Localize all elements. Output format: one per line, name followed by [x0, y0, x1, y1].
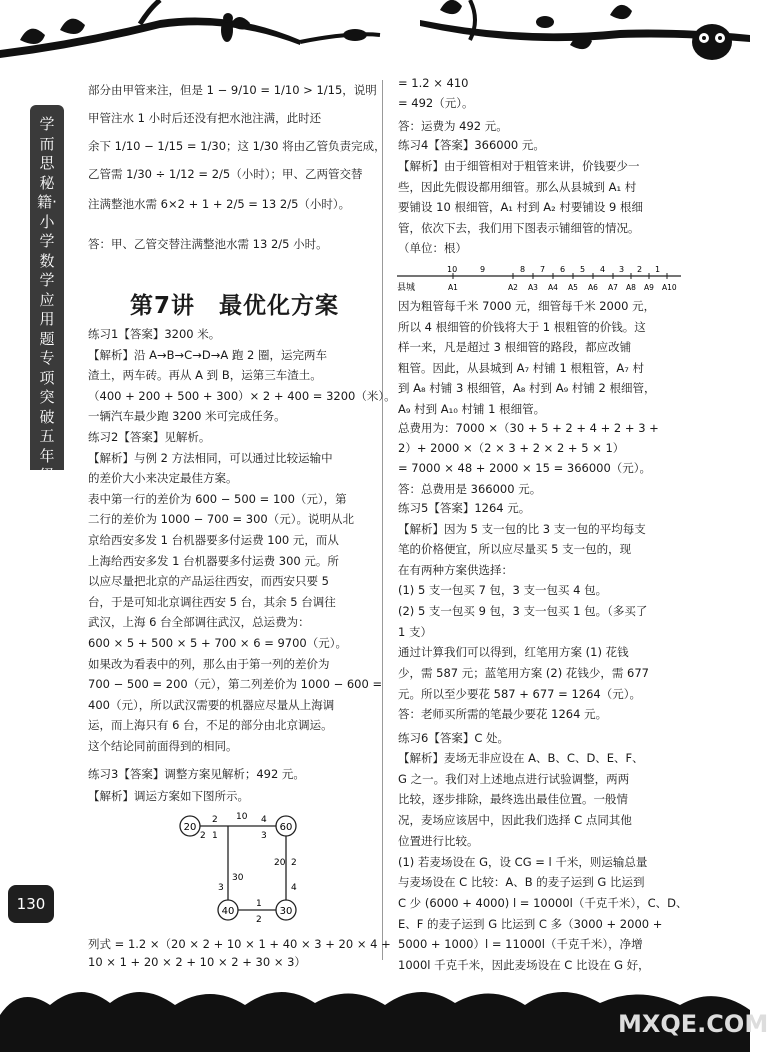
text-line: 2）+ 2000 ×（2 × 3 + 2 × 2 + 5 × 1）: [398, 441, 625, 456]
text-line: 这个结论同前面得到的相同。: [88, 739, 238, 753]
text-line: 要铺设 10 根细管，A₁ 村到 A₂ 村要铺设 9 根细: [398, 200, 643, 215]
route-node-label: 60: [279, 822, 293, 833]
text-line: （单位：根）: [398, 241, 467, 256]
column-divider: [382, 80, 383, 960]
text-line: 练习3【答案】调整方案见解析；492 元。: [88, 767, 305, 781]
pipe-count-label: 7: [540, 265, 546, 274]
sidebar-book-title: [30, 105, 64, 484]
text-line: 【解析】因为 5 支一包的比 3 支一包的平均每支: [398, 521, 646, 536]
text-line: G 之一。我们对上述地点进行试验调整，两两: [398, 771, 630, 786]
text-line: 台，于是可知北京调往西安 5 台，其余 5 台调往: [88, 594, 336, 609]
text-line: 到 A₈ 村铺 3 根细管，A₈ 村到 A₉ 村铺 2 根细管，: [398, 381, 656, 396]
text-line: 乙管需 1/30 ÷ 1/12 = 2/5（小时）；甲、乙两管交替: [88, 167, 363, 181]
route-edge-label: 30: [232, 873, 244, 883]
route-edge-label: 2: [200, 831, 206, 841]
text-line: 700 − 500 = 200（元），第二列差价为 1000 − 600 =: [88, 677, 383, 692]
pipe-count-label: 1: [655, 265, 661, 274]
text-line: 因为粗管每千米 7000 元，细管每千米 2000 元，: [398, 299, 656, 313]
route-node-label: 30: [279, 906, 293, 917]
text-line: 练习4【答案】366000 元。: [398, 138, 545, 152]
text-line: 京给西安多发 1 台机器要多付运费 100 元，而从: [88, 533, 339, 547]
text-line: = 1.2 × 410: [398, 76, 469, 90]
text-line: 位置进行比较。: [398, 833, 479, 848]
text-line: 【解析】调运方案如下图所示。: [88, 789, 249, 803]
pipe-village-label: A2: [508, 283, 518, 292]
text-line: （400 + 200 + 500 + 300）× 2 + 400 = 3200（米）。: [88, 388, 396, 403]
pipe-village-label: A10: [662, 283, 677, 292]
pipe-count-label: 9: [480, 265, 486, 274]
page-number: 130: [8, 885, 54, 923]
pipe-count-label: 8: [520, 265, 526, 274]
text-line: 【解析】由于细管相对于粗管来讲，价钱要少一: [398, 159, 640, 173]
route-edge-label: 2: [212, 815, 218, 825]
text-line: 【解析】麦场无非应设在 A、B、C、D、E、F、: [398, 751, 644, 765]
text-line: 的差价大小来决定最佳方案。: [88, 471, 238, 486]
text-line: 表中第一行的差价为 600 − 500 = 100（元），第: [88, 491, 347, 506]
route-node-label: 40: [221, 906, 235, 917]
text-line: (1) 5 支一包买 7 包，3 支一包买 4 包。: [398, 583, 608, 598]
pipe-count-label: 2: [637, 265, 643, 274]
text-line: 【解析】与例 2 方法相同，可以通过比较运输中: [88, 450, 333, 465]
text-line: 粗管。因此，从县城到 A₇ 村铺 1 根粗管，A₇ 村: [398, 360, 645, 375]
pipe-village-label: A6: [588, 283, 598, 292]
text-line: 如果改为看表中的列，那么由于第一列的差价为: [88, 656, 330, 671]
text-line: 练习5【答案】1264 元。: [398, 501, 531, 515]
text-line: 600 × 5 + 500 × 5 + 700 × 6 = 9700（元）。: [88, 636, 347, 650]
text-line: 以应尽量把北京的产品运往西安，而西安只要 5: [88, 574, 329, 589]
text-line: 笔的价格便宜，所以应尽量买 5 支一包的，现: [398, 542, 632, 557]
text-line: 答：总费用是 366000 元。: [398, 481, 542, 496]
text-line: = 7000 × 48 + 2000 × 15 = 366000（元）。: [398, 461, 652, 476]
text-line: 注满整池水需 6×2 + 1 + 2/5 = 13 2/5（小时）。: [88, 197, 351, 211]
pipe-count-label: 3: [619, 265, 625, 274]
text-line: 二行的差价为 1000 − 700 = 300（元）。说明从北: [88, 512, 354, 527]
text-line: 甲管注水 1 小时后还没有把水池注满，此时还: [88, 111, 322, 125]
text-line: 与麦场设在 C 比较：A、B 的麦子运到 G 比运到: [398, 875, 645, 890]
book-title: 学而思秘籍·小学数学应用题专项突破 五年级: [37, 115, 57, 484]
text-line: 1 支）: [398, 624, 432, 639]
route-edge-label: 3: [261, 831, 267, 841]
pipe-village-label: A3: [528, 283, 538, 292]
route-diagram: [178, 810, 308, 925]
text-line: 管，依次下去，我们用下图表示铺细管的情况。: [398, 220, 640, 235]
text-line: 练习1【答案】3200 米。: [88, 327, 221, 341]
text-line: 样一来，凡是超过 3 根细管的路段，都应改铺: [398, 340, 632, 355]
route-edge-label: 2: [256, 915, 262, 925]
route-edge-label: 20: [274, 858, 286, 868]
text-line: C 少 (6000 + 4000) l = 10000l（千克千米），C、D、: [398, 895, 688, 910]
route-edge-label: 4: [291, 883, 297, 893]
lecture-heading: 第7讲 最优化方案: [130, 293, 340, 319]
watermark: MXQE.COM: [618, 1010, 768, 1038]
route-edge-label: 2: [291, 858, 297, 868]
text-line: 列式 = 1.2 ×（20 × 2 + 10 × 1 + 40 × 3 + 20 × 4 +: [88, 937, 391, 951]
text-line: 元。所以至少要花 587 + 677 = 1264（元）。: [398, 687, 641, 701]
text-line: 一辆汽车最少跑 3200 米可完成任务。: [88, 409, 286, 424]
text-line: 在有两种方案供选择：: [398, 562, 513, 577]
text-line: 总费用为：7000 ×（30 + 5 + 2 + 4 + 2 + 3 +: [398, 421, 659, 435]
text-line: = 492（元）。: [398, 96, 474, 110]
text-line: 练习2【答案】见解析。: [88, 430, 211, 444]
text-line: 比较，逐步排除，最终选出最佳位置。一般情: [398, 792, 628, 807]
text-line: 10 × 1 + 20 × 2 + 10 × 2 + 30 × 3）: [88, 955, 306, 969]
text-line: A₉ 村到 A₁₀ 村铺 1 根细管。: [398, 402, 546, 416]
text-line: 运，而上海只有 6 台，不足的部分由北京调运。: [88, 718, 333, 733]
text-line: 些，因此先假设都用细管。那么从县城到 A₁ 村: [398, 179, 637, 194]
text-line: 所以 4 根细管的价钱将大于 1 根粗管的价钱。这: [398, 319, 646, 334]
route-edge-label: 1: [256, 899, 262, 909]
pipe-village-label: A9: [644, 283, 654, 292]
county-label: 县城: [397, 283, 416, 293]
tree-branch-decoration: [0, 0, 750, 90]
text-line: 况，麦场应该居中，因此我们选择 C 点同其他: [398, 813, 632, 828]
text-line: 【解析】沿 A→B→C→D→A 跑 2 圈，运完两车: [88, 347, 327, 362]
text-line: 1000l 千克千米，因此麦场设在 C 比设在 G 好，: [398, 958, 650, 972]
text-line: E、F 的麦子运到 G 比运到 C 多（3000 + 2000 +: [398, 916, 663, 931]
text-line: 答：甲、乙管交替注满整池水需 13 2/5 小时。: [88, 237, 328, 251]
text-line: 400（元），所以武汉需要的机器应尽量从上海调: [88, 697, 335, 712]
pipe-village-label: A5: [568, 283, 578, 292]
route-edge-label: 4: [261, 815, 267, 825]
text-line: 余下 1/10 − 1/15 = 1/30；这 1/30 将由乙管负责完成，: [88, 139, 386, 153]
pipe-village-label: A7: [608, 283, 618, 292]
text-line: 答：运费为 492 元。: [398, 119, 508, 133]
text-line: (2) 5 支一包买 9 包，3 支一包买 1 包。（多买了: [398, 604, 648, 618]
text-line: (1) 若麦场设在 G，设 CG = l 千米，则运输总量: [398, 854, 648, 869]
pipe-count-label: 10: [447, 265, 458, 274]
pipe-count-label: 4: [600, 265, 606, 274]
pipe-count-label: 5: [580, 265, 586, 274]
route-edge-label: 3: [218, 883, 224, 893]
pipe-diagram: [395, 262, 685, 294]
route-edge-label: 1: [212, 831, 218, 841]
route-node-label: 20: [183, 822, 197, 833]
pipe-village-label: A4: [548, 283, 558, 292]
pipe-village-label: A1: [448, 283, 458, 292]
text-line: 通过计算我们可以得到，红笔用方案 (1) 花钱: [398, 645, 629, 660]
text-line: 渣土，两车砖。再从 A 到 B，运第三车渣土。: [88, 368, 322, 383]
route-edge-label: 10: [236, 812, 248, 822]
pipe-count-label: 6: [560, 265, 566, 274]
text-line: 上海给西安多发 1 台机器要多付运费 300 元。所: [88, 553, 339, 568]
text-line: 练习6【答案】C 处。: [398, 731, 510, 745]
text-line: 武汉，上海 6 台全部调往武汉，总运费为：: [88, 615, 310, 630]
text-line: 5000 + 1000）l = 11000l（千克千米），净增: [398, 937, 643, 952]
text-line: 答：老师买所需的笔最少要花 1264 元。: [398, 707, 608, 721]
text-line: 少，需 587 元；蓝笔用方案 (2) 花钱少，需 677: [398, 665, 649, 680]
text-line: 部分由甲管来注，但是 1 − 9/10 = 1/10 > 1/15，说明: [88, 83, 377, 97]
pipe-village-label: A8: [626, 283, 636, 292]
